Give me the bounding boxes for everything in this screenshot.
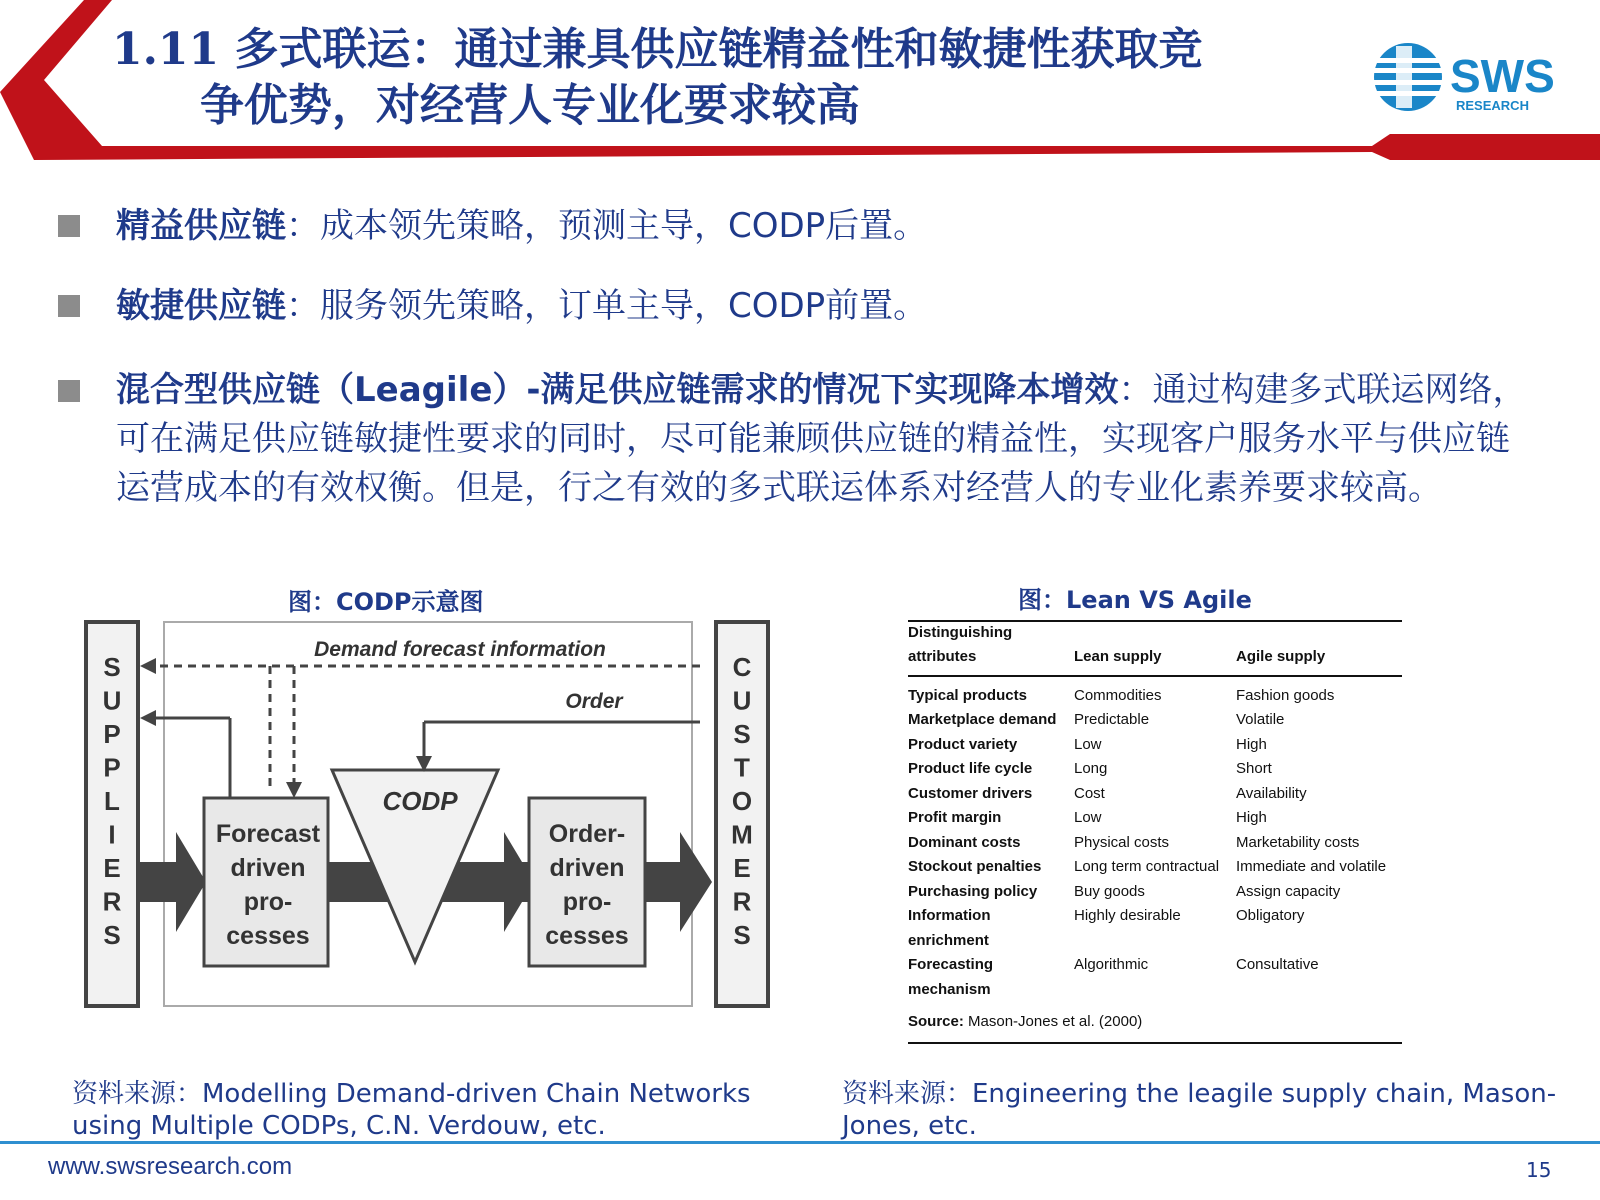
logo-globe-icon	[1374, 43, 1442, 111]
cell-agile	[1236, 928, 1402, 953]
bullet-text: 通过构建多式联运网络，可在满足供应链敏捷性要求的同时，尽可能兼顾供应链的精益性，实现客户服务水平与供应链运营成本的有效权衡。但是，行之有效的多式联运体系对经营人的专业化素养要求较高。	[116, 370, 1527, 508]
order-box-text: pro-	[562, 888, 612, 916]
logo-text: SWS	[1450, 50, 1555, 102]
forecast-box-text: pro-	[243, 888, 293, 916]
cell-agile: Consultative	[1236, 956, 1319, 974]
table-row	[908, 953, 1402, 978]
cell-attr: Purchasing policy	[908, 882, 1038, 900]
table-row	[908, 904, 1402, 929]
table-row	[908, 757, 1402, 782]
bullet-heading: 混合型供应链（Leagile）-满足供应链需求的情况下实现降本增效	[116, 370, 1119, 410]
customers-letter: U	[732, 685, 752, 716]
codp-diagram	[84, 618, 770, 1014]
bullet-text: 服务领先策略，订单主导，CODP前置。	[320, 286, 928, 326]
bullet-square-icon	[58, 295, 80, 317]
cell-lean: Long term contractual	[1074, 858, 1220, 876]
cell-attr: Product life cycle	[908, 760, 1033, 778]
right-source: 资料来源：Engineering the leagile supply chain, Mason-Jones, etc.	[842, 1079, 1557, 1141]
customers-letter: R	[732, 886, 752, 917]
cell-attr: Stockout penalties	[908, 858, 1042, 876]
table-row	[908, 683, 1402, 708]
cell-attr: Dominant costs	[908, 833, 1021, 851]
source-text: Mason-Jones et al. (2000)	[968, 1013, 1143, 1031]
table-row	[908, 806, 1402, 831]
lean-agile-table	[908, 620, 1402, 1044]
customers-letter: S	[733, 719, 751, 749]
suppliers-letter: U	[102, 685, 122, 716]
title-line-1: 1.11 多式联运：通过兼具供应链精益性和敏捷性获取竞	[112, 24, 1203, 75]
cell-attr: Customer drivers	[908, 784, 1033, 802]
logo-subtext: RESEARCH	[1456, 98, 1529, 113]
source-label: Source:	[908, 1013, 964, 1031]
table-row	[908, 732, 1402, 757]
codp-caption: 图：CODP示意图	[288, 588, 484, 616]
bullet-agile	[58, 281, 1538, 332]
suppliers-letter: R	[102, 886, 122, 917]
cell-agile	[1236, 977, 1402, 1002]
customers-letter: S	[733, 920, 751, 950]
forecast-arrow-head	[140, 658, 156, 674]
bullet-heading: 敏捷供应链	[116, 286, 286, 326]
bullet-leagile	[58, 366, 1538, 513]
left-source: 资料来源：Modelling Demand-driven Chain Networks using Multiple CODPs, C.N. Verdouw, etc.	[72, 1079, 751, 1141]
cell-lean: Algorithmic	[1074, 956, 1149, 974]
table-row	[908, 830, 1402, 855]
order-box-text: Order-	[548, 820, 626, 848]
cell-attr: Information	[908, 907, 991, 925]
customers-letter: E	[733, 853, 751, 883]
footer-divider	[0, 1141, 1600, 1144]
cell-lean: Commodities	[1074, 686, 1162, 704]
cell-attr: Typical products	[908, 686, 1027, 704]
header-attr-1: Distinguishing	[908, 623, 1013, 641]
table-row	[908, 977, 1402, 1002]
bullet-square-icon	[58, 215, 80, 237]
cell-agile: Assign capacity	[1236, 882, 1341, 900]
cell-agile: Availability	[1236, 784, 1307, 802]
cell-agile: Short	[1236, 760, 1272, 778]
cell-lean: Low	[1074, 735, 1102, 753]
demand-forecast-label: Demand forecast information	[314, 638, 606, 661]
cell-lean: Low	[1074, 809, 1102, 827]
table-row	[908, 928, 1402, 953]
header-agile: Agile supply	[1236, 648, 1326, 666]
order-label: Order	[565, 690, 623, 713]
cell-agile: High	[1236, 735, 1267, 753]
header-lean: Lean supply	[1074, 648, 1162, 666]
cell-lean: Highly desirable	[1074, 907, 1181, 925]
cell-lean	[1074, 977, 1236, 1002]
codp-label: CODP	[382, 786, 458, 816]
customers-letter: T	[734, 752, 750, 783]
suppliers-letter: P	[103, 752, 121, 783]
cell-agile: Immediate and volatile	[1236, 858, 1387, 876]
bullet-lean	[58, 201, 1538, 252]
title-line-2: 争优势，对经营人专业化要求较高	[200, 80, 860, 131]
bullet-square-icon	[58, 380, 80, 402]
customers-letter: M	[731, 819, 753, 850]
cell-attr: enrichment	[908, 931, 989, 949]
bullet-sep: ：	[286, 286, 320, 326]
customers-letter: O	[731, 786, 753, 816]
header-attr-2: attributes	[908, 648, 977, 666]
suppliers-letter: I	[108, 819, 116, 850]
cell-attr: Product variety	[908, 735, 1018, 753]
cell-agile: Marketability costs	[1236, 833, 1360, 851]
cell-agile: Fashion goods	[1236, 686, 1335, 704]
forecast-box-text: driven	[230, 854, 306, 882]
bullet-sep: ：	[286, 206, 320, 246]
page-title	[112, 22, 1312, 134]
cell-attr: Forecasting	[908, 956, 994, 974]
cell-lean: Physical costs	[1074, 833, 1170, 851]
cell-attr: Marketplace demand	[908, 711, 1057, 729]
bullet-text: 成本领先策略，预测主导，CODP后置。	[320, 206, 928, 246]
page-number: 15	[1526, 1158, 1552, 1182]
sws-logo	[1368, 36, 1568, 118]
cell-agile: Obligatory	[1236, 907, 1305, 925]
table-row	[908, 781, 1402, 806]
order-box-text: cesses	[545, 922, 629, 950]
bullet-heading: 精益供应链	[116, 206, 286, 246]
table-row	[908, 879, 1402, 904]
customers-letter: C	[732, 652, 752, 682]
bullet-sep: ：	[1118, 370, 1153, 410]
table-row	[908, 855, 1402, 880]
cell-lean: Predictable	[1074, 711, 1150, 729]
cell-lean	[1074, 928, 1236, 953]
footer-url-link[interactable]: www.swsresearch.com	[48, 1153, 293, 1180]
order-box-text: driven	[549, 854, 625, 882]
suppliers-letter: P	[103, 719, 121, 749]
cell-lean: Long	[1074, 760, 1108, 778]
suppliers-letter: E	[103, 853, 121, 883]
cell-lean: Buy goods	[1074, 882, 1145, 900]
table-row	[908, 708, 1402, 733]
cell-agile: High	[1236, 809, 1267, 827]
forecast-box-text: Forecast	[215, 820, 321, 848]
cell-lean: Cost	[1074, 784, 1105, 802]
suppliers-letter: S	[103, 920, 121, 950]
suppliers-letter: L	[104, 786, 120, 816]
supplier-order-arrow-head	[140, 710, 156, 726]
cell-agile: Volatile	[1236, 711, 1285, 729]
cell-attr: mechanism	[908, 980, 991, 998]
forecast-box-text: cesses	[226, 922, 310, 950]
cell-attr: Profit margin	[908, 809, 1002, 827]
lean-agile-caption: 图：Lean VS Agile	[1018, 586, 1252, 614]
suppliers-letter: S	[103, 652, 121, 682]
